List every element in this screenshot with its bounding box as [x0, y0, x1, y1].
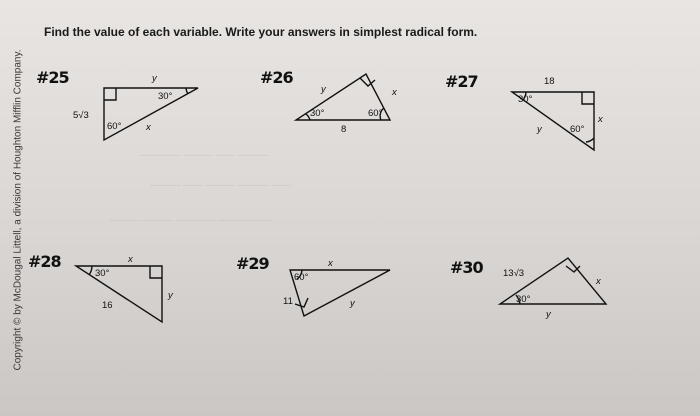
label-28-side: 16 [102, 300, 113, 311]
label-30-angle-30: 30° [516, 294, 531, 305]
label-25-side: 5√3 [73, 110, 89, 121]
problem-number-27: #27 [445, 72, 478, 91]
instructions-text: Find the value of each variable. Write your answers in simplest radical form. [44, 25, 478, 39]
ghost-text: ——— —— ——— ——— —— [150, 180, 292, 191]
label-29-y: y [350, 298, 355, 309]
problem-number-29: #29 [236, 254, 269, 273]
label-27-angle-30: 30° [518, 94, 533, 105]
label-29-side: 11 [283, 296, 293, 307]
problem-number-28: #28 [28, 252, 61, 271]
label-30-hypotenuse: 13√3 [503, 268, 525, 279]
ghost-text: ———— ——— —— ——— [140, 150, 269, 161]
label-26-angle-30: 30° [310, 108, 325, 119]
label-25-angle-60: 60° [107, 121, 122, 132]
triangle-25 [104, 88, 198, 140]
label-27-angle-60: 60° [570, 124, 585, 135]
problem-number-26: #26 [260, 68, 293, 87]
label-26-angle-60: 60° [368, 108, 383, 119]
label-26-y: y [321, 84, 326, 95]
label-26-base: 8 [341, 124, 347, 135]
triangle-28 [76, 266, 162, 322]
label-29-angle-60: 60° [294, 272, 309, 283]
label-30-y: y [546, 309, 551, 320]
label-27-y: y [537, 124, 542, 135]
problem-number-25: #25 [36, 68, 69, 87]
label-25-angle-30: 30° [158, 91, 173, 102]
label-28-y: y [168, 290, 173, 301]
label-25-y: y [152, 73, 157, 84]
copyright-credit: Copyright © by McDougal Littell, a division of Houghton Mifflin Company. [12, 49, 24, 371]
problem-number-30: #30 [450, 258, 483, 277]
ghost-text: ——— ——— ———— —— ——— [110, 215, 272, 226]
label-30-x: x [596, 276, 601, 287]
label-28-x: x [128, 254, 133, 265]
label-27-top: 18 [544, 76, 555, 87]
label-25-x: x [146, 122, 151, 133]
label-29-x: x [328, 258, 333, 269]
label-27-x: x [598, 114, 603, 125]
label-28-angle-30: 30° [95, 268, 110, 279]
label-26-x: x [392, 87, 397, 98]
